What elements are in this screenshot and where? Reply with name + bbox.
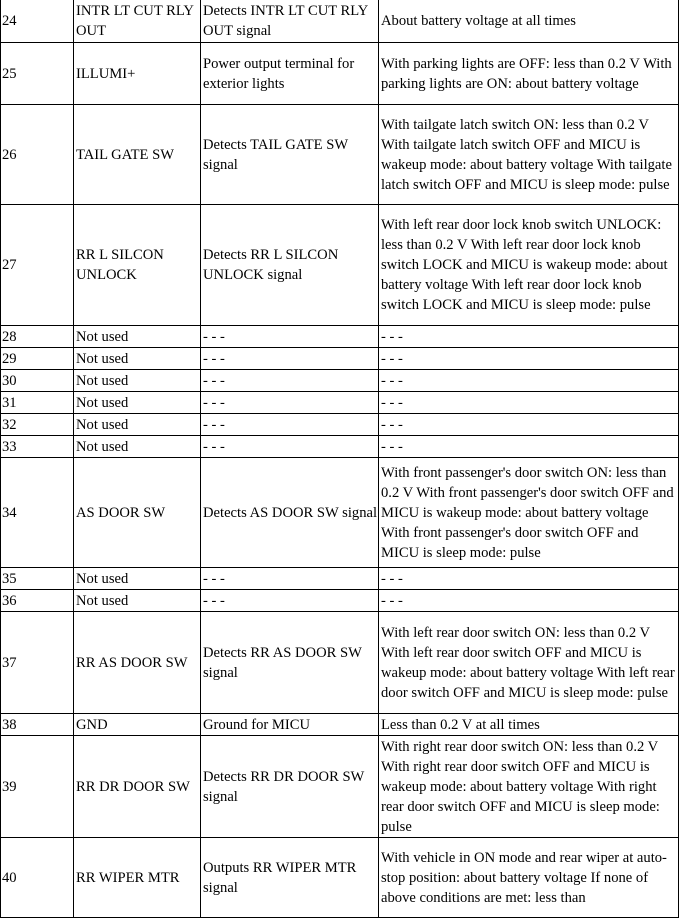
table-row	[1, 458, 679, 568]
condition-cell: - - -	[379, 590, 679, 612]
terminal-name-cell: INTR LT CUT RLY OUT	[74, 0, 201, 43]
description-cell: - - -	[201, 326, 379, 348]
condition-cell: - - -	[379, 436, 679, 458]
terminal-number-cell: 39	[1, 736, 74, 838]
condition-cell: - - -	[379, 326, 679, 348]
terminal-number-cell: 26	[1, 105, 74, 205]
table-row	[1, 326, 679, 348]
table-row	[1, 838, 679, 918]
table-row	[1, 612, 679, 714]
terminal-number-cell: 25	[1, 43, 74, 105]
terminal-name-cell: Not used	[74, 590, 201, 612]
terminal-number-cell: 31	[1, 392, 74, 414]
table-row	[1, 105, 679, 205]
description-cell: Detects RR L SILCON UNLOCK signal	[201, 205, 379, 326]
terminal-number-cell: 34	[1, 458, 74, 568]
description-cell: Detects TAIL GATE SW signal	[201, 105, 379, 205]
description-cell: Power output terminal for exterior lights	[201, 43, 379, 105]
table-row	[1, 736, 679, 838]
condition-cell: - - -	[379, 414, 679, 436]
table-row	[1, 0, 679, 43]
description-cell: - - -	[201, 414, 379, 436]
description-cell: Ground for MICU	[201, 714, 379, 736]
description-cell: - - -	[201, 392, 379, 414]
terminal-name-cell: AS DOOR SW	[74, 458, 201, 568]
table-row	[1, 436, 679, 458]
condition-cell: - - -	[379, 568, 679, 590]
terminal-name-cell: RR DR DOOR SW	[74, 736, 201, 838]
description-cell: - - -	[201, 370, 379, 392]
table-body	[1, 0, 679, 918]
table-row	[1, 205, 679, 326]
condition-cell: - - -	[379, 348, 679, 370]
description-cell: - - -	[201, 436, 379, 458]
description-cell: Detects RR AS DOOR SW signal	[201, 612, 379, 714]
terminal-name-cell: RR L SILCON UNLOCK	[74, 205, 201, 326]
terminal-number-cell: 35	[1, 568, 74, 590]
terminal-number-cell: 24	[1, 0, 74, 43]
terminal-name-cell: Not used	[74, 392, 201, 414]
condition-cell: - - -	[379, 392, 679, 414]
terminal-name-cell: Not used	[74, 370, 201, 392]
description-cell: Outputs RR WIPER MTR signal	[201, 838, 379, 918]
terminal-name-cell: Not used	[74, 326, 201, 348]
terminal-name-cell: Not used	[74, 348, 201, 370]
description-cell: Detects INTR LT CUT RLY OUT signal	[201, 0, 379, 43]
terminal-number-cell: 36	[1, 590, 74, 612]
terminal-number-cell: 40	[1, 838, 74, 918]
condition-cell: With parking lights are OFF: less than 0.2 V With parking lights are ON: about battery voltage	[379, 43, 679, 105]
table-row	[1, 414, 679, 436]
terminal-number-cell: 38	[1, 714, 74, 736]
table-row	[1, 348, 679, 370]
condition-cell: With right rear door switch ON: less than 0.2 V With right rear door switch OFF and MICU is wakeup mode: about battery voltage With right rear door switch OFF and MICU is sleep mode: pulse	[379, 736, 679, 838]
table-row	[1, 568, 679, 590]
terminal-name-cell: TAIL GATE SW	[74, 105, 201, 205]
terminal-number-cell: 32	[1, 414, 74, 436]
table-row	[1, 714, 679, 736]
condition-cell: - - -	[379, 370, 679, 392]
description-cell: Detects RR DR DOOR SW signal	[201, 736, 379, 838]
table-row	[1, 392, 679, 414]
description-cell: - - -	[201, 590, 379, 612]
condition-cell: With tailgate latch switch ON: less than 0.2 V With tailgate latch switch OFF and MICU is wakeup mode: about battery voltage With tailgate latch switch OFF and MICU is sleep mode: pulse	[379, 105, 679, 205]
condition-cell: With left rear door switch ON: less than 0.2 V With left rear door switch OFF and MICU is wakeup mode: about battery voltage With left rear door switch OFF and MICU is sleep mode: pulse	[379, 612, 679, 714]
terminal-name-cell: ILLUMI+	[74, 43, 201, 105]
terminal-name-cell: Not used	[74, 568, 201, 590]
table-row	[1, 370, 679, 392]
condition-cell: With vehicle in ON mode and rear wiper at auto-stop position: about battery voltage If none of above conditions are met: less than	[379, 838, 679, 918]
terminal-name-cell: RR WIPER MTR	[74, 838, 201, 918]
condition-cell: With left rear door lock knob switch UNLOCK: less than 0.2 V With left rear door lock knob switch LOCK and MICU is wakeup mode: about battery voltage With left rear door lock knob switch LOCK and MICU is sleep mode: pulse	[379, 205, 679, 326]
terminal-name-cell: Not used	[74, 436, 201, 458]
terminal-name-cell: GND	[74, 714, 201, 736]
terminal-number-cell: 29	[1, 348, 74, 370]
description-cell: Detects AS DOOR SW signal	[201, 458, 379, 568]
terminal-number-cell: 30	[1, 370, 74, 392]
terminal-number-cell: 28	[1, 326, 74, 348]
terminal-number-cell: 33	[1, 436, 74, 458]
table-row	[1, 590, 679, 612]
table-row	[1, 43, 679, 105]
terminal-name-cell: RR AS DOOR SW	[74, 612, 201, 714]
description-cell: - - -	[201, 568, 379, 590]
terminal-number-cell: 27	[1, 205, 74, 326]
condition-cell: Less than 0.2 V at all times	[379, 714, 679, 736]
description-cell: - - -	[201, 348, 379, 370]
condition-cell: About battery voltage at all times	[379, 0, 679, 43]
terminal-name-cell: Not used	[74, 414, 201, 436]
terminal-number-cell: 37	[1, 612, 74, 714]
condition-cell: With front passenger's door switch ON: less than 0.2 V With front passenger's door switch OFF and MICU is wakeup mode: about battery voltage With front passenger's door switch OFF and MICU is sleep mode: pulse	[379, 458, 679, 568]
